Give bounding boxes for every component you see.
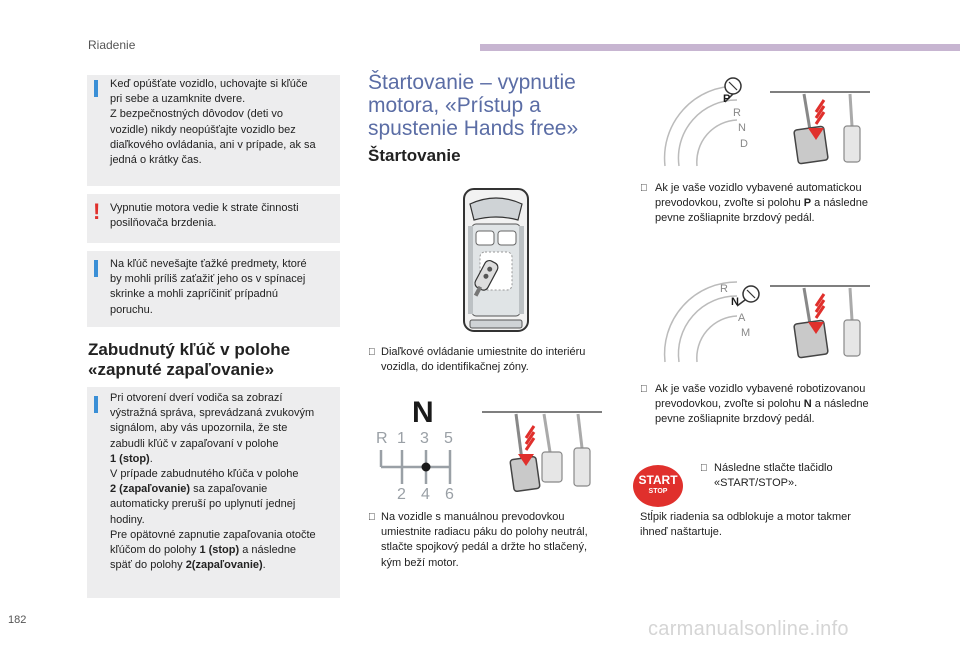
info-box-keychain xyxy=(87,251,340,327)
dial-letter-n: N xyxy=(738,122,746,134)
arrow-bullet-icon xyxy=(368,347,376,358)
warning-icon: ! xyxy=(93,199,101,224)
gear-shift-pattern xyxy=(376,448,458,486)
gear-neutral-letter: N xyxy=(412,396,434,429)
brake-pedal-illustration xyxy=(770,86,870,170)
page-title: Štartovanie – vypnutie motora, «Prístup a spustenie Hands free» xyxy=(368,71,579,140)
dial-letter-n: N xyxy=(731,296,739,308)
page-number: 182 xyxy=(8,614,27,626)
info-text-forgotten-key: Pri otvorení dverí vodiča sa zobrazí výstražná správa, sprevádzaná zvukovým signálom, aby vás upozornila, že ste zabudli kľúč v zapaľovaní v polohe 1 (stop). V prípade zabudnutého kľúča v polohe 2 (zapaľovanie) sa zapaľovanie automaticky preruší po uplynutí jednej hodiny. Pre opätovné zapnutie zapaľovania otočte kľúčom do polohy 1 (stop) a následne späť do polohy 2(zapaľovanie). xyxy=(110,392,316,572)
car-identification-zone-illustration xyxy=(460,186,532,334)
robotized-gearbox-text: Ak je vaše vozidlo vybavené robotizovanou prevodovkou, zvoľte si polohu N a následne pevne zošliapnite brzdový pedál. xyxy=(655,383,869,426)
dial-letter-r: R xyxy=(733,107,741,119)
warning-box-brake xyxy=(87,194,340,243)
info-box-keys xyxy=(87,75,340,186)
press-start-stop-text: Následne stlačte tlačidlo «START/STOP». xyxy=(714,462,833,490)
info-icon xyxy=(94,396,98,413)
starting-subtitle: Štartovanie xyxy=(368,146,461,165)
dial-letter-p: P xyxy=(723,93,731,105)
arrow-bullet-icon xyxy=(640,384,648,395)
info-icon xyxy=(94,260,98,277)
info-icon xyxy=(94,80,98,97)
brake-pedal-illustration xyxy=(770,280,870,364)
info-text-keychain: Na kľúč nevešajte ťažké predmety, ktoré by mohli príliš zaťažiť jeho os v spínacej skrinke a mohli zapríčiniť prípadnú poruchu. xyxy=(110,258,307,316)
remote-placement-text: Diaľkové ovládanie umiestnite do interiéru vozidla, do identifikačnej zóny. xyxy=(381,346,586,374)
robotized-selector-dial xyxy=(655,272,765,368)
dial-letter-m: M xyxy=(741,327,751,339)
manual-gearbox-text: Na vozidle s manuálnou prevodovkou umiestnite radiacu páku do polohy neutrál, stlačte spojkový pedál a držte ho stlačený, kým beží motor. xyxy=(381,511,588,569)
automatic-gearbox-text: Ak je vaše vozidlo vybavené automatickou prevodovkou, zvoľte si polohu P a následne pevne zošliapnite brzdový pedál. xyxy=(655,182,868,225)
arrow-bullet-icon xyxy=(368,512,376,523)
footer-watermark: carmanualsonline.info xyxy=(648,618,849,640)
forgotten-key-heading: Zabudnutý kľúč v polohe «zapnuté zapaľovanie» xyxy=(88,340,291,379)
section-title: Riadenie xyxy=(88,38,136,52)
dial-letter-d: D xyxy=(740,138,748,150)
start-stop-button-icon: START STOP xyxy=(633,465,683,507)
dial-letter-a: A xyxy=(738,312,746,324)
warning-text: Vypnutie motora vedie k strate činnosti posilňovača brzdenia. xyxy=(110,202,299,230)
dial-letter-r: R xyxy=(720,283,728,295)
arrow-bullet-icon xyxy=(700,463,708,474)
arrow-bullet-icon xyxy=(640,183,648,194)
steering-unlock-text: Stĺpik riadenia sa odblokuje a motor takmer ihneď naštartuje. xyxy=(640,511,851,539)
info-text-keys: Keď opúšťate vozidlo, uchovajte si kľúče pri sebe a uzamknite dvere. Z bezpečnostných dôvodov (deti vo vozidle) nikdy neopúšťajte vozidlo bez diaľkového ovládania, ani v prípade, ak sa jedná o krátky čas. xyxy=(110,78,316,167)
automatic-selector-dial xyxy=(655,76,765,172)
header-bar xyxy=(480,44,960,51)
clutch-pedal-illustration xyxy=(482,408,602,498)
info-box-forgotten-key xyxy=(87,387,340,598)
